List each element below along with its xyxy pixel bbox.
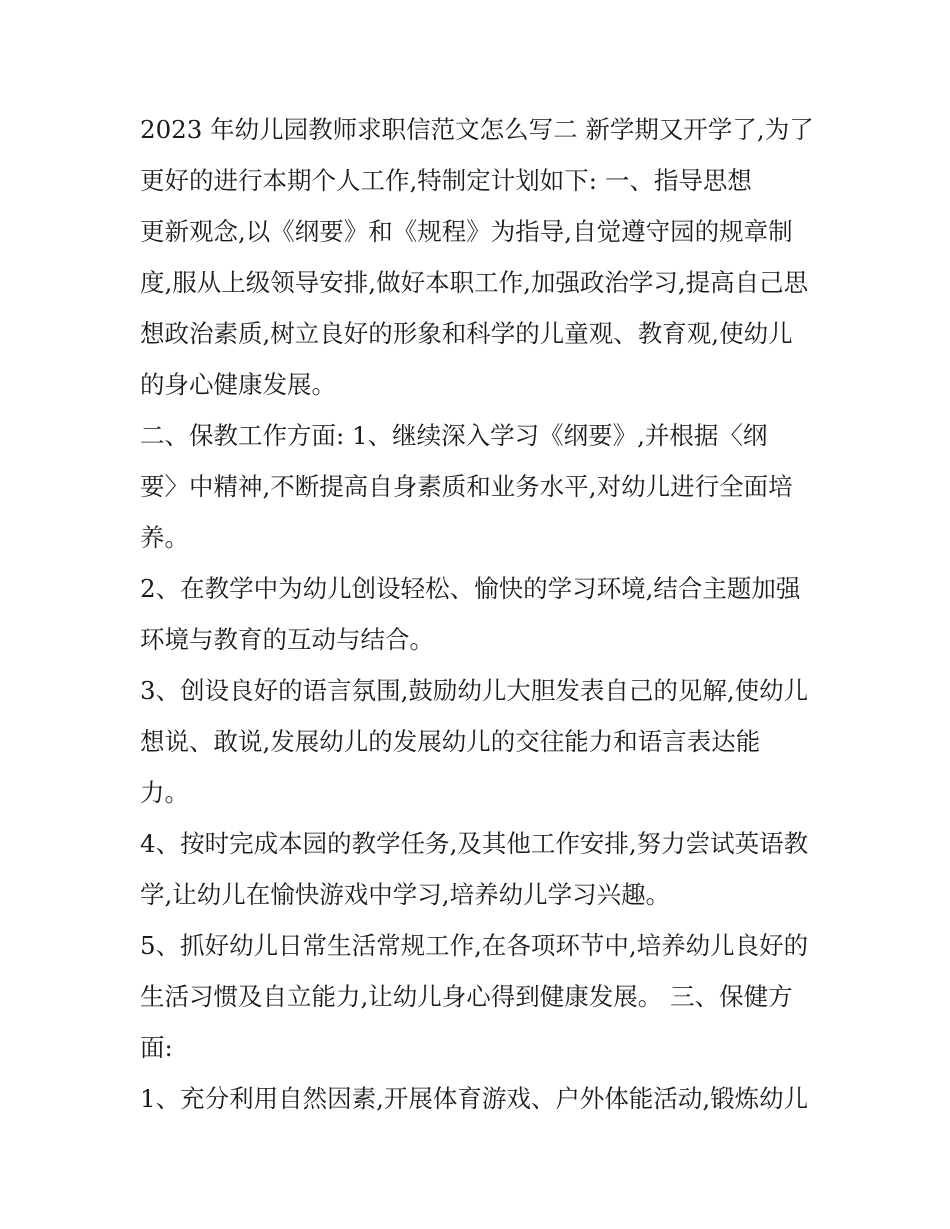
text-line: 面: (140, 1033, 173, 1062)
text-line: 想政治素质,树立良好的形象和科学的儿童观、教育观,使幼儿 (140, 319, 793, 348)
text-line: 生活习惯及自立能力,让幼儿身心得到健康发展。 三、保健方 (140, 982, 793, 1011)
text-line: 学,让幼儿在愉快游戏中学习,培养幼儿学习兴趣。 (140, 880, 671, 909)
document-body (140, 104, 820, 1124)
text-line: 的身心健康发展。 (140, 370, 336, 399)
text-line: 二、保教工作方面: 1、继续深入学习《纲要》,并根据〈纲 (140, 421, 768, 450)
text-line: 2023 年幼儿园教师求职信范文怎么写二 新学期又开学了,为了 (140, 115, 814, 144)
text-line: 养。 (140, 523, 189, 552)
text-line: 度,服从上级领导安排,做好本职工作,加强政治学习,提高自己思 (140, 268, 809, 297)
text-line: 更好的进行本期个人工作,特制定计划如下: 一、指导思想 (140, 166, 752, 195)
text-line: 想说、敢说,发展幼儿的发展幼儿的交往能力和语言表达能 (140, 727, 761, 756)
text-line: 更新观念,以《纲要》和《规程》为指导,自觉遵守园的规章制 (140, 217, 793, 246)
text-line: 要〉中精神,不断提高自身素质和业务水平,对幼儿进行全面培 (140, 472, 793, 501)
text-line: 5、抓好幼儿日常生活常规工作,在各项环节中,培养幼儿良好的 (140, 931, 809, 960)
text-line: 4、按时完成本园的教学任务,及其他工作安排,努力尝试英语教 (140, 829, 809, 858)
text-line: 1、充分利用自然因素,开展体育游戏、户外体能活动,锻炼幼儿 (140, 1084, 809, 1113)
text-line: 力。 (140, 778, 189, 807)
text-line: 2、在教学中为幼儿创设轻松、愉快的学习环境,结合主题加强 (140, 574, 801, 603)
text-line: 3、创设良好的语言氛围,鼓励幼儿大胆发表自己的见解,使幼儿 (140, 676, 809, 705)
text-line: 环境与教育的互动与结合。 (140, 625, 434, 654)
